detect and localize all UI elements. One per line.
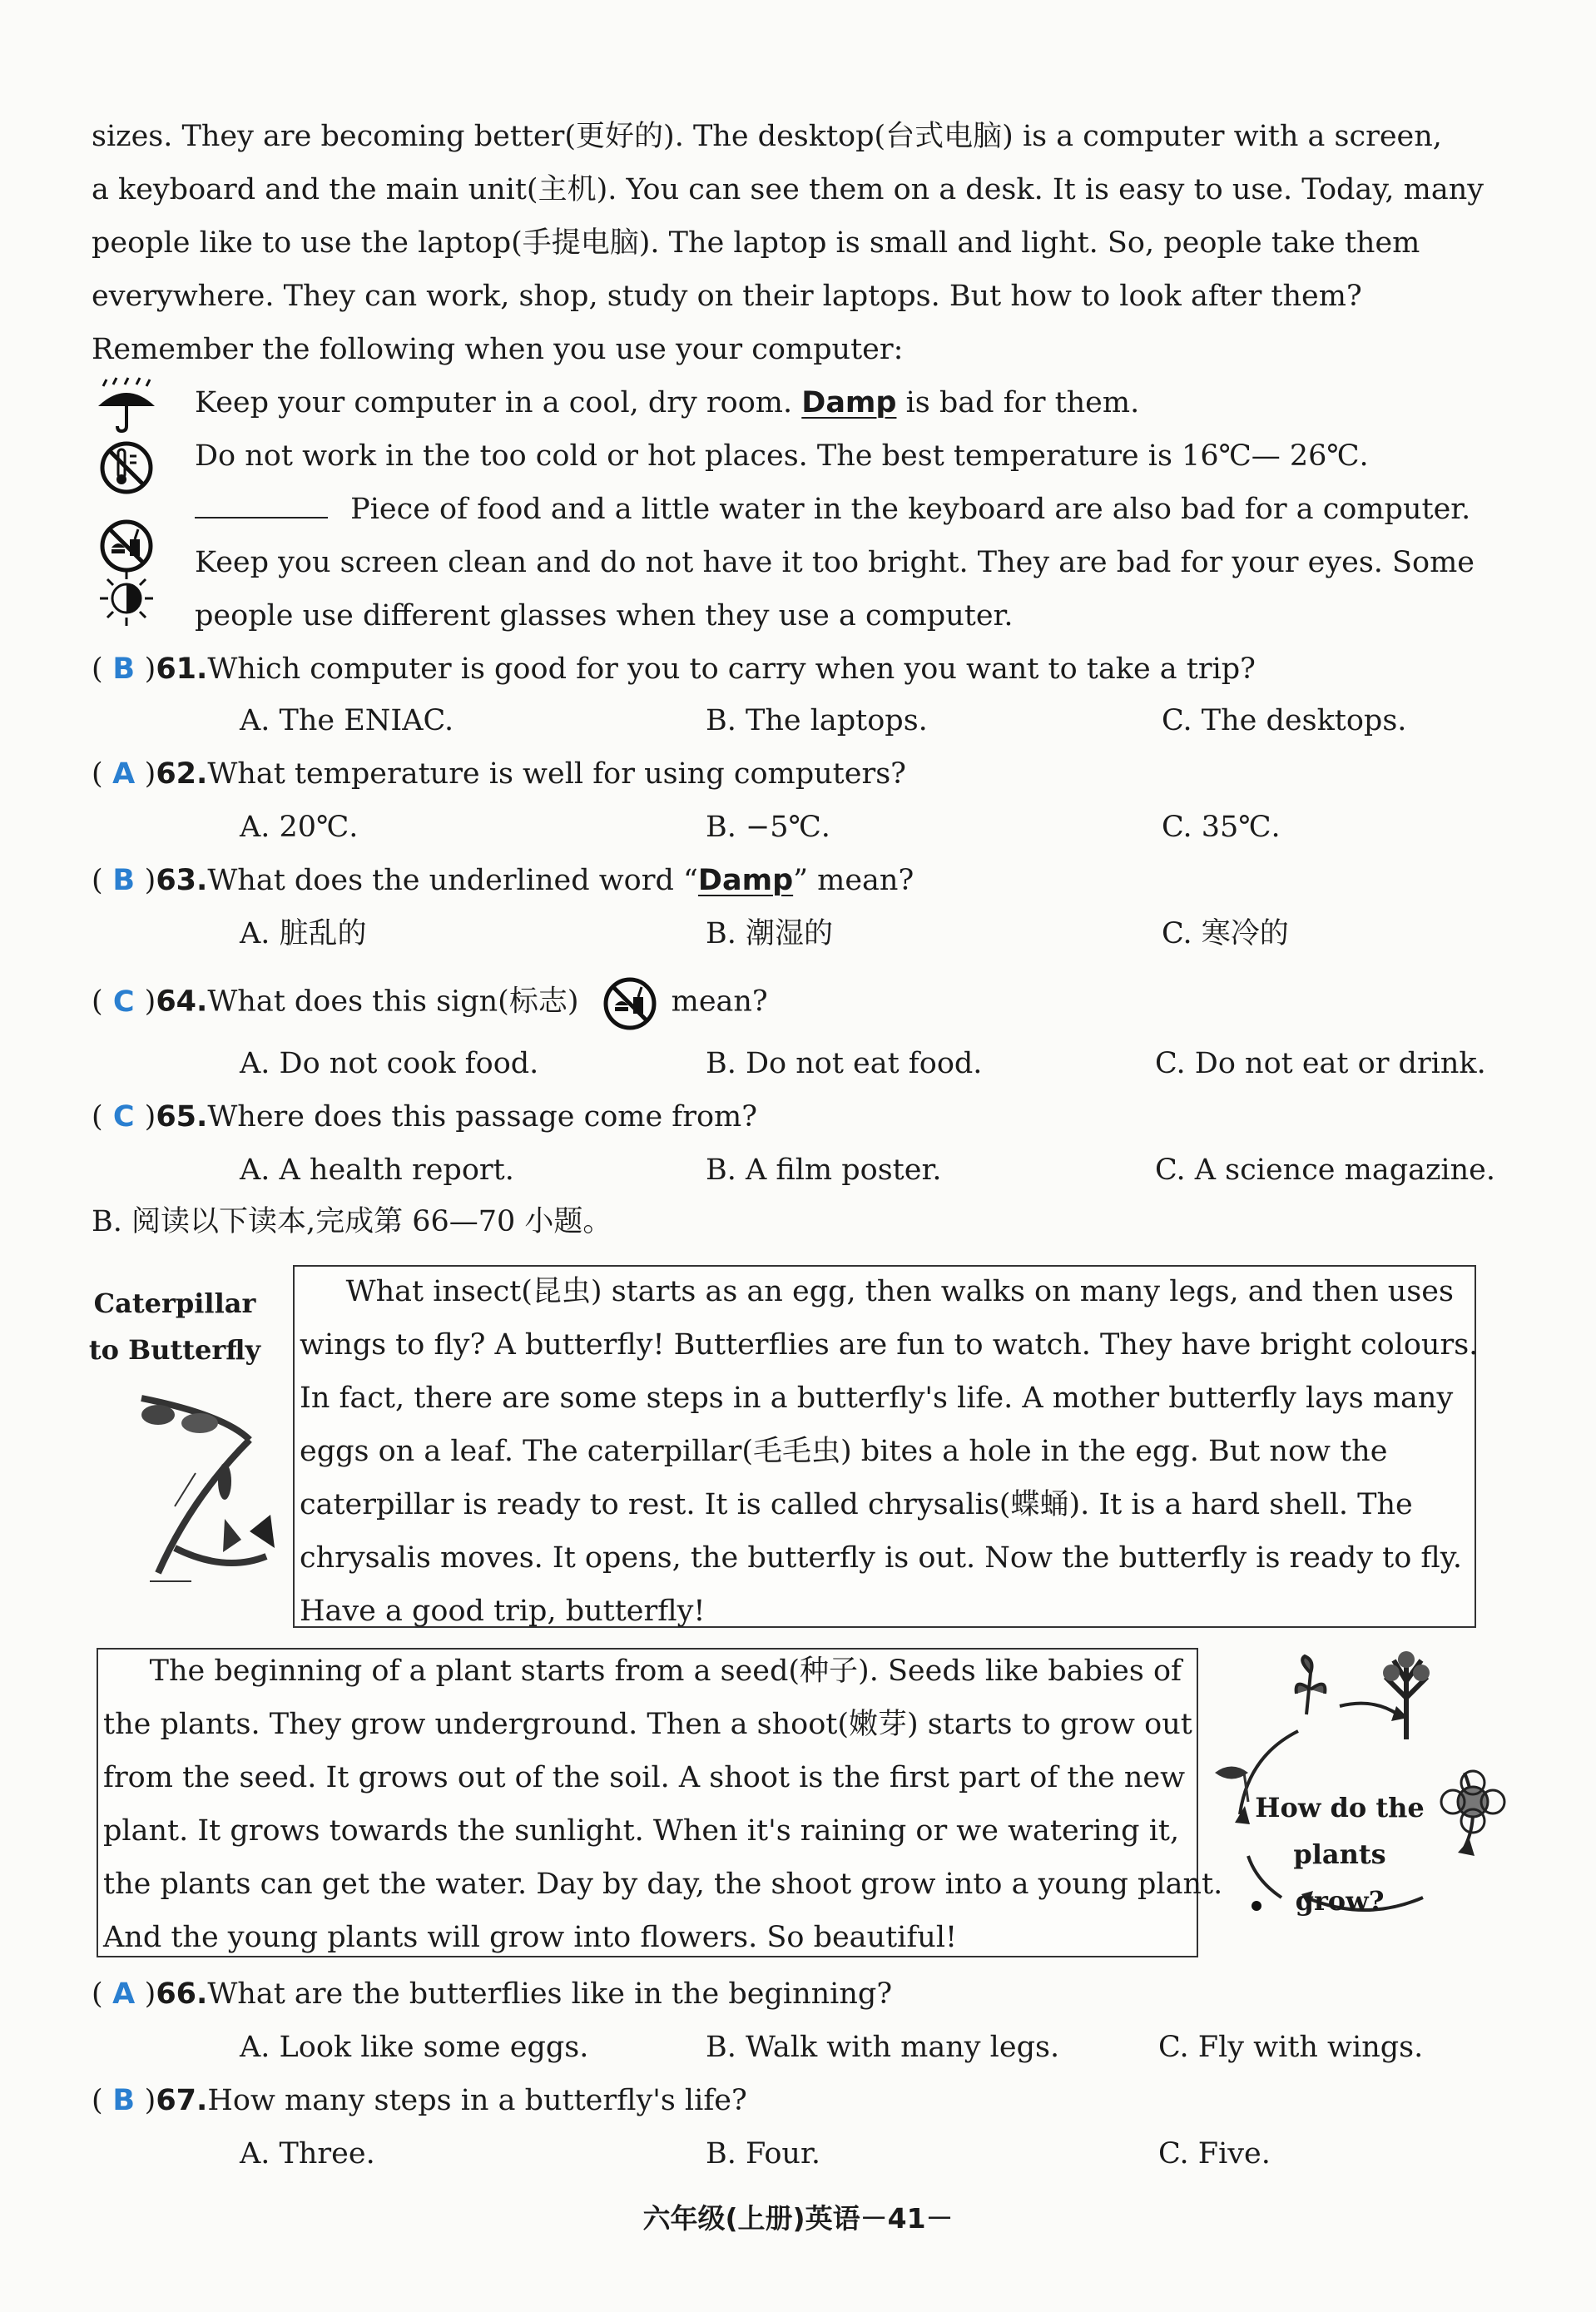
option-b[interactable]: B. −5℃. [706,811,830,844]
answer-mark: A [112,757,136,791]
intro-line: sizes. They are becoming better(更好的). The desktop(台式电脑) is a computer with a screen, [92,120,1442,153]
question-number: 66. [156,1977,208,2011]
passage-line: from the seed. It grows out of the soil. A shoot is the first part of the new [103,1761,1186,1794]
question-text: What does the underlined word “ [207,864,698,897]
question-text: How many steps in a butterfly's life? [207,2084,747,2117]
option-b[interactable]: B. The laptops. [706,704,928,737]
question-text: What temperature is well for using computers? [207,757,906,791]
question-67 [92,2076,747,2126]
answer-mark: B [112,864,135,897]
butterfly-lifecycle-illustration [125,1382,291,1598]
passage-line: chrysalis moves. It opens, the butterfly is out. Now the butterfly is ready to fly. [300,1541,1463,1575]
option-a[interactable]: A. Do not cook food. [240,1047,539,1080]
umbrella-rain-icon [92,376,161,434]
paren-close: ) [144,757,156,791]
paren-open: ( [92,1977,103,2011]
tip-2 [92,429,1486,483]
question-number: 67. [156,2084,208,2117]
question-number: 61. [156,652,208,686]
question-text-after: ” mean? [793,864,914,897]
passage-line: In fact, there are some steps in a butterfly's life. A mother butterfly lays many [300,1382,1454,1415]
passage-line: And the young plants will grow into flowers. So beautiful! [103,1921,958,1954]
question-text: Which computer is good for you to carry when you want to take a trip? [207,652,1256,686]
intro-paragraph [92,110,1486,376]
option-c[interactable]: C. A science magazine. [1155,1154,1495,1187]
question-text: What does this sign(标志) [207,985,579,1019]
question-63 [92,856,914,905]
question-text: What are the butterflies like in the beginning? [207,1977,893,2011]
option-a[interactable]: A. The ENIAC. [240,704,454,737]
passage-line: the plants. They grow underground. Then a shoot(嫩芽) starts to grow out [103,1708,1192,1741]
answer-mark: C [112,985,135,1019]
side-title-line: How do the [1255,1792,1425,1823]
intro-line: people like to use the laptop(手提电脑). The laptop is small and light. So, people take them [92,226,1420,260]
option-a[interactable]: A. A health report. [240,1154,514,1187]
answer-mark: C [112,1100,135,1134]
paren-open: ( [92,1100,103,1134]
answer-mark: B [112,652,135,686]
question-65 [92,1092,757,1142]
paren-close: ) [144,2084,156,2117]
paren-open: ( [92,757,103,791]
question-text-after: mean? [671,985,768,1019]
no-food-drink-sign-icon [595,974,665,1032]
plant-passage [103,1645,1223,1964]
intro-line: everywhere. They can work, shop, study on their laptops. But how to look after them? [92,280,1362,313]
passage-line: Have a good trip, butterfly! [300,1595,706,1628]
option-c[interactable]: C. 35℃. [1162,811,1281,844]
plant-side-title [1248,1784,1431,1924]
tip4-line2: people use different glasses when they use a computer. [195,599,1014,633]
answer-mark: A [112,1977,136,2011]
passage-line: wings to fly? A butterfly! Butterflies are fun to watch. They have bright colours. [300,1328,1479,1362]
question-62 [92,749,906,799]
passage-line: What insect(昆虫) starts as an egg, then walks on many legs, and then uses [300,1275,1454,1308]
option-b[interactable]: B. Walk with many legs. [706,2031,1060,2064]
brightness-icon [92,569,161,628]
paren-open: ( [92,864,103,897]
damp-word: Damp [801,386,897,419]
paren-open: ( [92,652,103,686]
option-b[interactable]: B. Do not eat food. [706,1047,983,1080]
question-number: 65. [156,1100,208,1134]
answer-mark: B [112,2084,135,2117]
passage-line: the plants can get the water. Day by day, the shoot grow into a young plant. [103,1868,1223,1901]
paren-close: ) [144,652,156,686]
paren-close: ) [144,985,156,1019]
passage-line: plant. It grows towards the sunlight. When it's raining or we watering it, [103,1814,1180,1848]
option-c[interactable]: C. 寒冷的 [1162,917,1289,950]
paren-close: ) [144,1100,156,1134]
tip-3 [92,483,1486,536]
option-b[interactable]: B. Four. [706,2137,820,2171]
tip-1 [92,376,1486,429]
tip1-text-before: Keep your computer in a cool, dry room. [195,386,793,419]
answer-blank[interactable] [195,484,328,518]
option-c[interactable]: C. Five. [1158,2137,1271,2171]
butterfly-side-title [83,1280,266,1373]
passage-line: eggs on a leaf. The caterpillar(毛毛虫) bites a hole in the egg. But now the [300,1435,1388,1468]
damp-word: Damp [697,864,794,897]
option-c[interactable]: C. The desktops. [1162,704,1407,737]
side-title-line: to Butterfly [88,1334,261,1366]
question-66 [92,1969,892,2019]
option-b[interactable]: B. 潮湿的 [706,917,833,950]
butterfly-passage [300,1265,1479,1638]
tip1-text-after: is bad for them. [905,386,1140,419]
paren-close: ) [144,1977,156,2011]
paren-open: ( [92,985,103,1019]
butterfly-passage-box [293,1265,1479,1628]
section-b-title: B. 阅读以下读本,完成第 66—70 小题。 [92,1205,612,1238]
question-number: 64. [156,985,208,1019]
question-64 [92,974,768,1032]
tip3-text: Piece of food and a little water in the keyboard are also bad for a computer. [350,493,1471,526]
passage-line: caterpillar is ready to rest. It is called chrysalis(蝶蛹). It is a hard shell. The [300,1488,1413,1521]
paren-close: ) [144,864,156,897]
option-a[interactable]: A. 20℃. [240,811,359,844]
option-a[interactable]: A. Three. [240,2137,375,2171]
option-a[interactable]: A. 脏乱的 [240,917,367,950]
option-b[interactable]: B. A film poster. [706,1154,942,1187]
question-number: 63. [156,864,208,897]
page-footer: 六年级(上册)英语－41－ [642,2202,954,2235]
question-61 [92,644,1256,694]
option-c[interactable]: C. Do not eat or drink. [1155,1047,1486,1080]
tip-4 [92,536,1486,642]
side-title-line: plants grow? [1293,1838,1386,1917]
paren-open: ( [92,2084,103,2117]
option-c[interactable]: C. Fly with wings. [1158,2031,1424,2064]
question-text: Where does this passage come from? [207,1100,758,1134]
side-title-line: Caterpillar [93,1287,256,1319]
intro-line: Remember the following when you use your computer: [92,333,904,366]
tip4-line1: Keep you screen clean and do not have it too bright. They are bad for your eyes. Some [195,546,1475,579]
question-number: 62. [156,757,208,791]
option-a[interactable]: A. Look like some eggs. [240,2031,589,2064]
tip2-text: Do not work in the too cold or hot places. The best temperature is 16℃— 26℃. [195,439,1369,473]
plant-passage-box [97,1648,1223,1957]
passage-line: The beginning of a plant starts from a seed(种子). Seeds like babies of [103,1655,1182,1688]
intro-line: a keyboard and the main unit(主机). You can see them on a desk. It is easy to use. Today, many [92,173,1484,206]
